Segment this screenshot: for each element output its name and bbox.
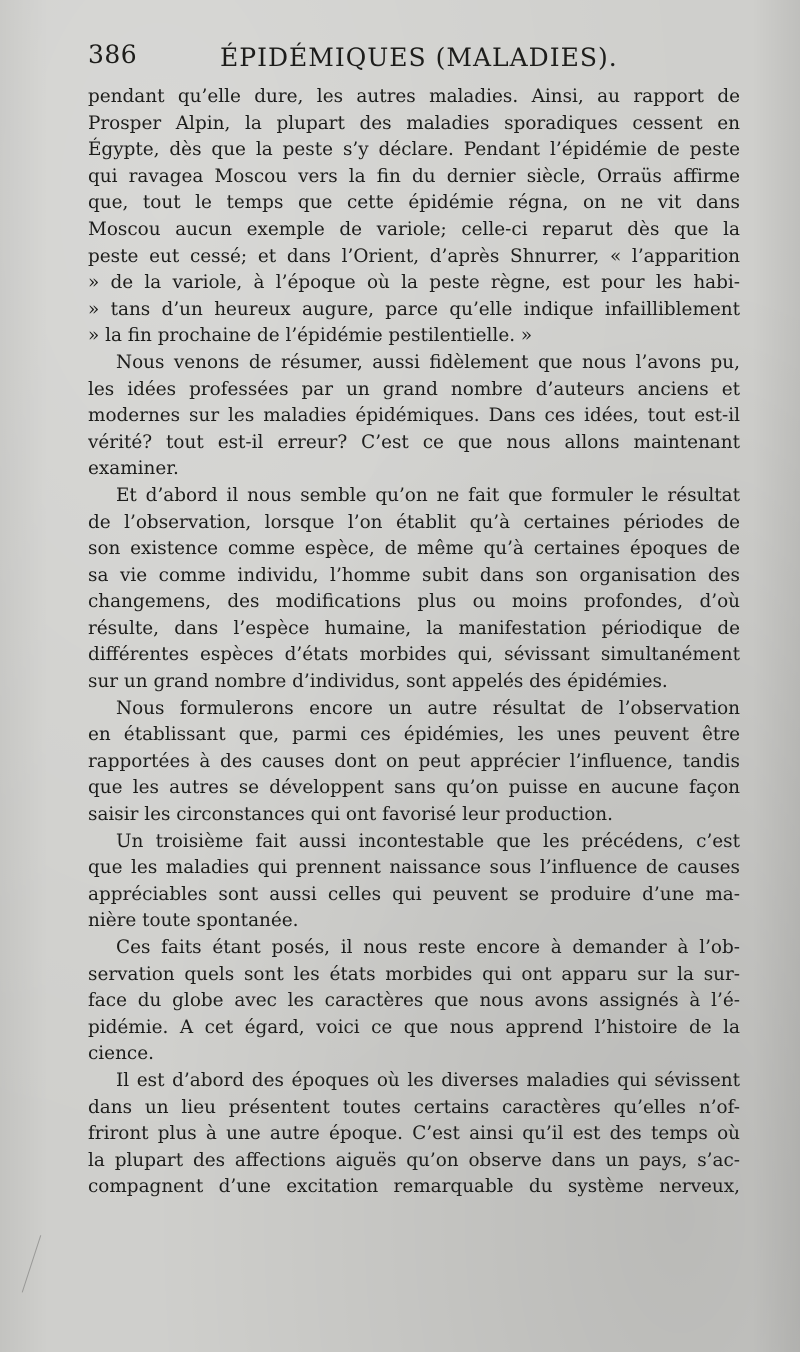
text-line: dans un lieu présentent toutes certains caractères qu’elles n’of- <box>88 1096 740 1118</box>
paragraph-start: Nous venons de résumer, aussi fidèlement que nous l’avons pu, <box>116 351 740 373</box>
text-line: de l’observation, lorsque l’on établit qu’à certaines périodes de <box>88 511 740 533</box>
text-line: changemens, des modifications plus ou moins profondes, d’où <box>88 591 740 613</box>
text-line: différentes espèces d’états morbides qui, sévissant simultanément <box>88 644 740 666</box>
text-line: examiner. <box>88 458 179 480</box>
text-line: » de la variole, à l’époque où la peste règne, est pour les habi- <box>88 272 740 294</box>
text-line: compagnent d’une excitation remarquable du système nerveux, <box>88 1176 740 1198</box>
text-line: face du globe avec les caractères que nous avons assignés à l’é- <box>88 990 740 1012</box>
body-text <box>88 84 740 1201</box>
running-header <box>88 36 738 80</box>
text-line: Prosper Alpin, la plupart des maladies sporadiques cessent en <box>88 112 740 134</box>
text-line: que les maladies qui prennent naissance sous l’influence de causes <box>88 857 740 879</box>
paragraph-start: Un troisième fait aussi incontestable que les précédens, c’est <box>116 830 740 852</box>
text-line: nière toute spontanée. <box>88 910 299 932</box>
paragraph-start: Ces faits étant posés, il nous reste encore à demander à l’ob- <box>116 937 740 958</box>
text-line: sa vie comme individu, l’homme subit dans son organisation des <box>88 564 740 586</box>
text-line: vérité? tout est-il erreur? C’est ce que nous allons maintenant <box>88 431 740 453</box>
text-line: la plupart des affections aiguës qu’on observe dans un pays, s’ac- <box>88 1149 740 1171</box>
page-number: 386 <box>88 40 138 69</box>
text-line: en établissant que, parmi ces épidémies, les unes peuvent être <box>88 724 740 746</box>
text-line: modernes sur les maladies épidémiques. Dans ces idées, tout est-il <box>88 405 740 427</box>
text-line: appréciables sont aussi celles qui peuvent se produire d’une ma- <box>88 883 740 905</box>
text-line: » la fin prochaine de l’épidémie pestilentielle. » <box>88 325 533 347</box>
text-line: pidémie. A cet égard, voici ce que nous apprend l’histoire de la <box>88 1016 740 1038</box>
text-line: » tans d’un heureux augure, parce qu’elle indique infailliblement <box>88 298 740 320</box>
text-line: sur un grand nombre d’individus, sont appelés des épidémies. <box>88 671 668 693</box>
paper-crease-mark <box>22 1235 80 1305</box>
text-line: rapportées à des causes dont on peut apprécier l’influence, tandis <box>88 750 740 772</box>
text-line: que, tout le temps que cette épidémie régna, on ne vit dans <box>88 192 740 214</box>
text-line: résulte, dans l’espèce humaine, la manifestation périodique de <box>88 617 740 639</box>
paragraph-start: Il est d’abord des époques où les diverses maladies qui sévissent <box>116 1069 740 1091</box>
text-line: Moscou aucun exemple de variole; celle-ci reparut dès que la <box>88 218 740 240</box>
text-line: servation quels sont les états morbides qui ont apparu sur la sur- <box>88 963 740 985</box>
text-line: les idées professées par un grand nombre d’auteurs anciens et <box>88 378 740 400</box>
paragraph-start: Et d’abord il nous semble qu’on ne fait que formuler le résultat <box>116 484 740 506</box>
text-line: Égypte, dès que la peste s’y déclare. Pendant l’épidémie de peste <box>88 139 740 161</box>
text-line: qui ravagea Moscou vers la fin du dernier siècle, Orraüs affirme <box>88 165 740 187</box>
paragraph-start: Nous formulerons encore un autre résultat de l’observation <box>116 697 740 719</box>
text-line: cience. <box>88 1043 154 1065</box>
text-line: friront plus à une autre époque. C’est ainsi qu’il est des temps où <box>88 1123 740 1145</box>
text-line: que les autres se développent sans qu’on puisse en aucune façon <box>88 777 740 799</box>
text-line: son existence comme espèce, de même qu’à certaines époques de <box>88 538 740 560</box>
running-title: ÉPIDÉMIQUES (MALADIES). <box>220 43 618 72</box>
text-line: peste eut cessé; et dans l’Orient, d’après Shnurrer, « l’apparition <box>88 245 740 267</box>
text-line: saisir les circonstances qui ont favorisé leur production. <box>88 804 613 826</box>
text-line: pendant qu’elle dure, les autres maladies. Ainsi, au rapport de <box>88 86 740 107</box>
